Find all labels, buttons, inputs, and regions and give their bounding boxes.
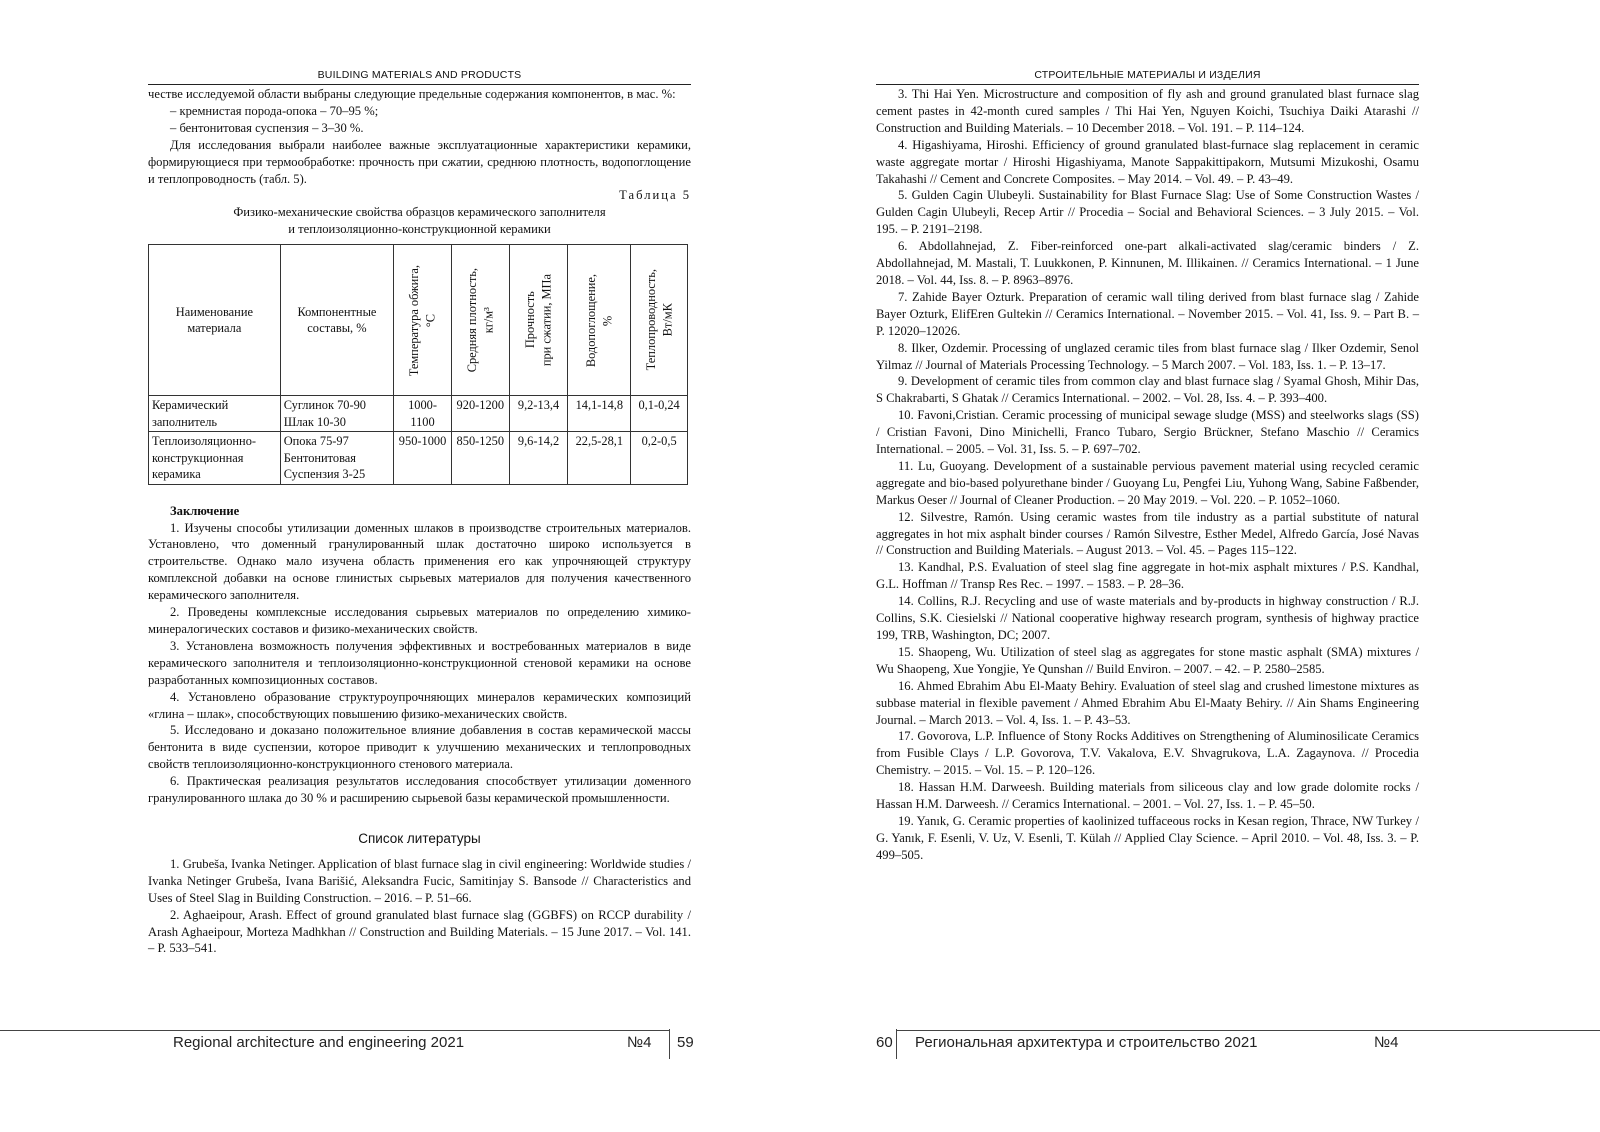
table-cell: Теплоизоляционно-конструкционная керамика — [149, 432, 281, 485]
table-row — [149, 396, 688, 432]
table-cell: 0,1-0,24 — [631, 396, 688, 432]
reference-item: 8. Ilker, Ozdemir. Processing of unglazed ceramic tiles from blast furnace slag / Ilker Ozdemir, Senol Yilmaz // Journal of Materials Processing Technology. – 5 March 2007. – Vol. 183, Iss. 1. – P. 13–17. — [876, 340, 1419, 372]
right-running-header: СТРОИТЕЛЬНЫЕ МАТЕРИАЛЫ И ИЗДЕЛИЯ — [1034, 69, 1261, 81]
reference-item: 5. Gulden Cagin Ulubeyli. Sustainability for Blast Furnace Slag: Use of Some Construction Wastes / Gulden Cagin Ulubeyli, Recep Artir // Procedia – Social and Behavioral Sciences. – 3 July 2015. – Vol. 195. – P. 2191–2198. — [876, 188, 1419, 237]
reference-item: 6. Abdollahnejad, Z. Fiber-reinforced one-part alkali-activated slag/ceramic binders / Z. Abdollahnejad, M. Mastali, T. Luukkonen, P. Kinnunen, M. Illikainen. // Ceramics International. – 1 June 2018. – Vol. 44, Iss. 8. – P. 8963–8976. — [876, 239, 1419, 287]
table-cell: Опока 75-97 Бентонитовая Суспензия 3-25 — [280, 432, 393, 485]
reference-item: 7. Zahide Bayer Ozturk. Preparation of ceramic wall tiling derived from blast furnace slag / Zahide Bayer Ozturk, ElifEren Gultekin // Ceramics International. – November 2015. – Vol. 41, Iss. 9. – Part B. – P. 12020–12026. — [876, 289, 1419, 338]
table-header-row — [149, 245, 688, 396]
reference-item: 18. Hassan H.M. Darweesh. Building materials from siliceous clay and low grade dolomite rocks / Hassan H.M. Darweesh. // Ceramics International. – 2001. – Vol. 27, Iss. 1. – P. 45–50. — [876, 780, 1419, 812]
reference-item: 19. Yanık, G. Ceramic properties of kaolinized tuffaceous rocks in Kesan region, Thrace, NW Turkey / G. Yanık, F. Esenli, V. Uz, V. Esenli, T. Külah // Applied Clay Science. – April 2010. – Vol. 48, Iss. 3. – P. 499–505. — [876, 813, 1419, 862]
right-header-rule — [876, 84, 1419, 85]
reference-item: 13. Kandhal, P.S. Evaluation of steel slag fine aggregate in hot-mix asphalt mixtures / P.S. Kandhal, G.L. Hoffman // Transp Res Rec. – 1997. – 1583. – P. 28–36. — [876, 560, 1419, 592]
reference-item: 17. Govorova, L.P. Influence of Stony Rocks Additives on Strengthening of Aluminosilicate Ceramics from Fusible Clays / L.P. Govorova, T.V. Vakalova, E.V. Shvagrukova, L.A. Zagaynova. // Procedia Chemistry. – 2015. – Vol. 15. – P. 120–126. — [876, 729, 1419, 778]
reference-item: 12. Silvestre, Ramón. Using ceramic wastes from tile industry as a partial substitute of natural aggregates in hot mix asphalt binder courses / Ramón Silvestre, Esther Medel, Alfredo García, José Navas // Construction and Building Materials. – August 2013. – Vol. 45. – Pages 115–122. — [876, 509, 1419, 558]
conclusion-item: 6. Практическая реализация результатов исследования способствует утилизации доменного гранулированного шлака до 30 % и расширению сырьевой базы керамической промышленности. — [148, 774, 691, 806]
right-footer-journal: Региональная архитектура и строительство 2021 — [915, 1034, 1258, 1051]
table-cell: 9,6-14,2 — [509, 432, 568, 485]
left-page-number-divider — [669, 1029, 670, 1059]
conclusion-item: 4. Установлено образование структуроупрочняющих минералов керамических композиций «глина – шлак», способствующих повышению физико-механических свойств. — [148, 689, 691, 721]
table-header-cell: Наименование материала — [149, 245, 281, 396]
limit-item: – бентонитовая суспензия – 3–30 %. — [170, 120, 364, 135]
table-header-cell: Средняя плотность, кг/м³ — [451, 245, 509, 396]
reference-item: 16. Ahmed Ebrahim Abu El-Maaty Behiry. Evaluation of steel slag and crushed limestone mixtures as subbase material in flexible pavement / Ahmed Ebrahim Abu El-Maaty Behiry. // Ain Shams Engineering Journal. – March 2013. – Vol. 4, Iss. 1. – P. 43–53. — [876, 678, 1419, 727]
table-label: Таблица 5 — [619, 188, 691, 203]
table-cell: 22,5-28,1 — [568, 432, 631, 485]
conclusion-item: 2. Проведены комплексные исследования сырьевых материалов по определению химико-минералогических составов и физико-механических свойств. — [148, 605, 691, 636]
reference-item: 9. Development of ceramic tiles from common clay and blast furnace slag / Syamal Ghosh, Mihir Das, S Chakrabarti, S Ghatak // Ceramics International. – 2002. – Vol. 28, Iss. 4. – P. 393–400. — [876, 374, 1419, 406]
left-header-rule — [148, 84, 691, 85]
right-footer-issue: №4 — [1374, 1034, 1399, 1051]
intro-paragraph: Для исследования выбрали наиболее важные эксплуатационные характеристики керамики, формирующиеся при термообработке: прочность при сжатии, среднюю плотность, водопоглощение и теплопроводность (табл. 5). — [148, 137, 691, 186]
conclusion-item: 5. Исследовано и доказано положительное влияние добавления в состав керамической массы бентонита в виде суспензии, которое приводит к улучшению механических и теплопроводных свойств теплоизоляционно-конструкционного стенового материала. — [148, 723, 691, 772]
conclusion-heading: Заключение — [170, 503, 240, 518]
left-footer-issue: №4 — [627, 1034, 652, 1051]
right-page-number-divider — [896, 1029, 897, 1059]
reference-item: 1. Grubeša, Ivanka Netinger. Application of blast furnace slag in civil engineering: Worldwide studies / Ivanka Netinger Grubeša, Ivana Barišić, Aleksandra Fucic, Samitinjay S. Bansode // Characteristics and Uses of Steel Slag in Building Construction. – 2016. – P. 51–66. — [148, 856, 691, 905]
table-header-cell: Прочность при сжатии, МПа — [509, 245, 568, 396]
table-cell: 1000-1100 — [394, 396, 452, 432]
conclusion-item: 3. Установлена возможность получения эффективных и востребованных материалов в виде керамического заполнителя и теплоизоляционно-конструкционной стеновой керамики на основе разработанных композиционных составов. — [148, 638, 691, 687]
right-page-body — [876, 86, 1419, 864]
table-cell: 14,1-14,8 — [568, 396, 631, 432]
left-footer-rule — [0, 1030, 670, 1031]
table-header-cell: Температура обжига, °C — [394, 245, 452, 396]
right-page-number: 60 — [876, 1034, 893, 1051]
table-header-cell: Теплопроводность, Вт/мК — [631, 245, 688, 396]
intro-line: честве исследуемой области выбраны следующие предельные содержания компонентов, в мас. %: — [148, 87, 676, 101]
table-cell: 920-1200 — [451, 396, 509, 432]
table-cell: 0,2-0,5 — [631, 432, 688, 485]
properties-table — [148, 244, 688, 485]
table-cell: 950-1000 — [394, 432, 452, 485]
table-caption: и теплоизоляционно-конструкционной керамики — [288, 222, 551, 237]
reference-item: 10. Favoni,Cristian. Ceramic processing of municipal sewage sludge (MSS) and steelworks slags (SS) / Cristian Favoni, Dino Minichelli, Franco Tubaro, Sergio Brückner, Stefano Maschio // Ceramics International. – 2005. – Vol. 31, Iss. 5. – P. 697–702. — [876, 408, 1419, 457]
reference-item: 11. Lu, Guoyang. Development of a sustainable pervious pavement material using recycled ceramic aggregate and bio-based polyurethane binder / Guoyang Lu, Pengfei Liu, Yuhong Wang, Sabine Faßbender, Markus Oeser // Journal of Cleaner Production. – 20 May 2019. – Vol. 220. – P. 1052–1060. — [876, 458, 1419, 507]
table-header-cell: Компонентные составы, % — [280, 245, 393, 396]
table-row — [149, 432, 688, 485]
reference-item: 2. Aghaeipour, Arash. Effect of ground granulated blast furnace slag (GGBFS) on RCCP durability / Arash Aghaeipour, Morteza Madhkhan // Construction and Building Materials. – 15 June 2017. – Vol. 141. – P. 533–541. — [148, 907, 691, 956]
table-cell: 9,2-13,4 — [509, 396, 568, 432]
left-footer-journal: Regional architecture and engineering 2021 — [173, 1034, 465, 1051]
references-heading: Список литературы — [358, 830, 481, 846]
table-caption: Физико-механические свойства образцов керамического заполнителя — [233, 205, 606, 220]
reference-item: 3. Thi Hai Yen. Microstructure and composition of fly ash and ground granulated blast furnace slag cement pastes in 42-month cured samples / Thi Hai Yen, Nguyen Koichi, Tsuchiya Daiki Atarashi // Construction and Building Materials. – 10 December 2018. – Vol. 191. – P. 114–124. — [876, 87, 1419, 135]
conclusion-item: 1. Изучены способы утилизации доменных шлаков в производстве строительных материалов. Установлено, что доменный гранулированный шлак достаточно широко используется в строительстве. Однако мало изучена область применения его как упрочняющей структуру комплексной добавки на основе глинистых сырьевых материалов для получения качественного керамического заполнителя. — [148, 520, 691, 603]
left-page-number: 59 — [677, 1034, 694, 1051]
table-header-cell: Водопоглощение, % — [568, 245, 631, 396]
table-cell: Суглинок 70-90 Шлак 10-30 — [280, 396, 393, 432]
reference-item: 14. Collins, R.J. Recycling and use of waste materials and by-products in highway construction / R.J. Collins, S.K. Ciesielski // National cooperative highway research program, synthesis of highway practice 199, TRB, Washington, DC; 2007. — [876, 594, 1419, 642]
left-running-header: BUILDING MATERIALS AND PRODUCTS — [317, 69, 522, 81]
table-cell: Керамический заполнитель — [149, 396, 281, 432]
reference-item: 15. Shaopeng, Wu. Utilization of steel slag as aggregates for stone mastic asphalt (SMA) mixtures / Wu Shaopeng, Xue Yongjie, Ye Qunshan // Build Environ. – 2007. – 42. – P. 2580–2585. — [876, 644, 1419, 676]
reference-item: 4. Higashiyama, Hiroshi. Efficiency of ground granulated blast-furnace slag replacement in ceramic waste aggregate mortar / Hiroshi Higashiyama, Manote Sappakittipakorn, Mutsumi Mizukoshi, Osamu Takahashi // Cement and Concrete Composites. – May 2014. – Vol. 49. – P. 43–49. — [876, 137, 1419, 186]
left-page-body — [148, 86, 691, 957]
right-footer-rule — [896, 1030, 1600, 1031]
table-cell: 850-1250 — [451, 432, 509, 485]
limit-item: – кремнистая порода-опока – 70–95 %; — [170, 103, 379, 118]
